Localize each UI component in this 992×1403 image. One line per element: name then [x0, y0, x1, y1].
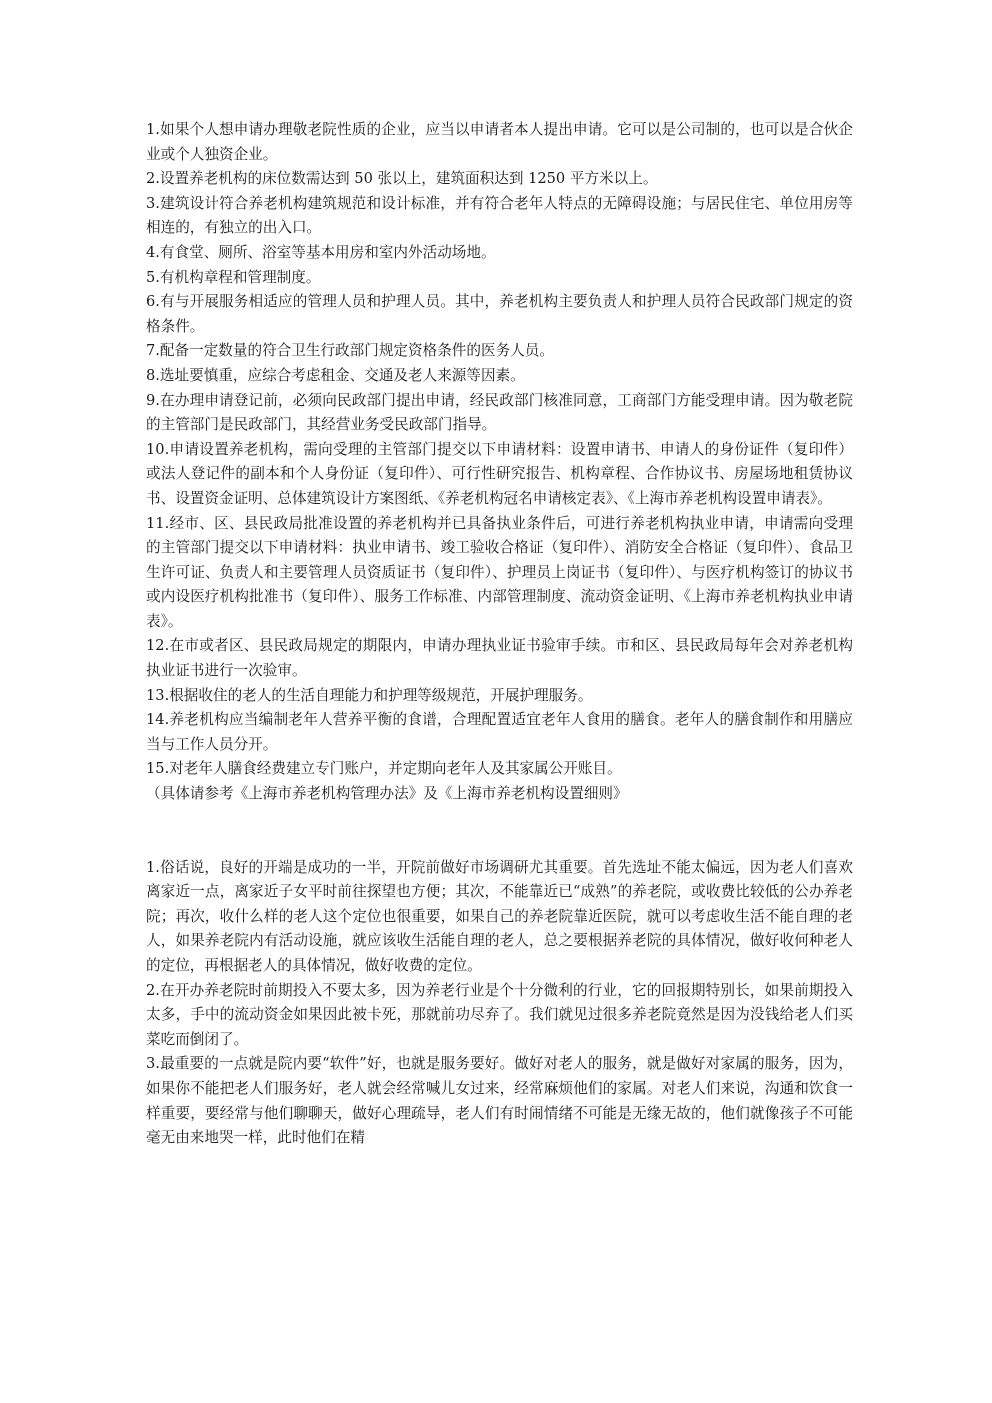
- requirement-item: 1.如果个人想申请办理敬老院性质的企业，应当以申请者本人提出申请。它可以是公司制的，也可以是合伙企业或个人独资企业。: [146, 121, 853, 163]
- requirement-item: 8.选址要慎重，应综合考虑租金、交通及老人来源等因素。: [146, 366, 525, 384]
- requirements-section: [146, 118, 853, 807]
- requirement-item: 15.对老年人膳食经费建立专门账户，并定期向老年人及其家属公开账目。: [146, 760, 622, 778]
- requirement-item: 13.根据收住的老人的生活自理能力和护理等级规范，开展护理服务。: [146, 686, 593, 704]
- requirement-item: 7.配备一定数量的符合卫生行政部门规定资格条件的医务人员。: [146, 342, 554, 360]
- requirement-item: 4.有食堂、厕所、浴室等基本用房和室内外活动场地。: [146, 243, 496, 261]
- section-divider-space: [146, 807, 853, 856]
- document-body: [146, 118, 853, 1151]
- tip-item: 3.最重要的一点就是院内要“软件”好，也就是服务要好。做好对老人的服务，就是做好对家属的服务，因为，如果你不能把老人们服务好，老人就会经常喊儿女过来，经常麻烦他们的家属。对老人们来说，沟通和饮食一样重要，要经常与他们聊聊天，做好心理疏导，老人们有时闹情绪不可能是无缘无故的，他们就像孩子不可能毫无由来地哭一样，此时他们在精: [146, 1055, 853, 1147]
- requirement-item: 2.设置养老机构的床位数需达到 50 张以上，建筑面积达到 1250 平方米以上。: [146, 170, 658, 188]
- requirement-item: 6.有与开展服务相适应的管理人员和护理人员。其中，养老机构主要负责人和护理人员符合民政部门规定的资格条件。: [146, 293, 853, 335]
- tips-section: [146, 856, 853, 1151]
- requirement-item: 14.养老机构应当编制老年人营养平衡的食谱，合理配置适宜老年人食用的膳食。老年人的膳食制作和用膳应当与工作人员分开。: [146, 711, 853, 753]
- requirement-item: 10.申请设置养老机构，需向受理的主管部门提交以下申请材料：设置申请书、申请人的身份证件（复印件）或法人登记件的副本和个人身份证（复印件）、可行性研究报告、机构章程、合作协议书、房屋场地租赁协议书、设置资金证明、总体建筑设计方案图纸、《养老机构冠名申请核定表》、《上海市养老机构设置申请表》。: [146, 440, 853, 507]
- tip-item: 2.在开办养老院时前期投入不要太多，因为养老行业是个十分微利的行业，它的回报期特别长，如果前期投入太多，手中的流动资金如果因此被卡死，那就前功尽弃了。我们就见过很多养老院竟然是因为没钱给老人们买菜吃而倒闭了。: [146, 981, 853, 1048]
- requirement-item: 12.在市或者区、县民政局规定的期限内，申请办理执业证书验审手续。市和区、县民政局每年会对养老机构执业证书进行一次验审。: [146, 637, 853, 680]
- requirement-item: 11.经市、区、县民政局批准设置的养老机构并已具备执业条件后，可进行养老机构执业申请，申请需向受理的主管部门提交以下申请材料：执业申请书、竣工验收合格证（复印件）、消防安全合格证（复印件）、食品卫生许可证、负责人和主要管理人员资质证书（复印件）、护理员上岗证书（复印件）、与医疗机构签订的协议书或内设医疗机构批准书（复印件）、服务工作标准、内部管理制度、流动资金证明、《上海市养老机构执业申请表》。: [146, 514, 853, 630]
- requirement-item: 3.建筑设计符合养老机构建筑规范和设计标准，并有符合老年人特点的无障碍设施；与居民住宅、单位用房等相连的，有独立的出入口。: [146, 194, 853, 237]
- reference-note: （具体请参考《上海市养老机构管理办法》及《上海市养老机构设置细则》: [146, 785, 628, 803]
- requirement-item: 9.在办理申请登记前，必须向民政部门提出申请，经民政部门核准同意，工商部门方能受理申请。因为敬老院的主管部门是民政部门，其经营业务受民政部门指导。: [146, 391, 853, 434]
- tip-item: 1.俗话说，良好的开端是成功的一半，开院前做好市场调研尤其重要。首先选址不能太偏远，因为老人们喜欢离家近一点，离家近子女平时前往探望也方便；其次，不能靠近已“成熟”的养老院，或收费比较低的公办养老院；再次，收什么样的老人这个定位也很重要，如果自己的养老院靠近医院，就可以考虑收生活不能自理的老人，如果养老院内有活动设施，就应该收生活能自理的老人，总之要根据养老院的具体情况，做好收何种老人的定位，再根据老人的具体情况，做好收费的定位。: [146, 858, 853, 974]
- requirement-item: 5.有机构章程和管理制度。: [146, 268, 321, 286]
